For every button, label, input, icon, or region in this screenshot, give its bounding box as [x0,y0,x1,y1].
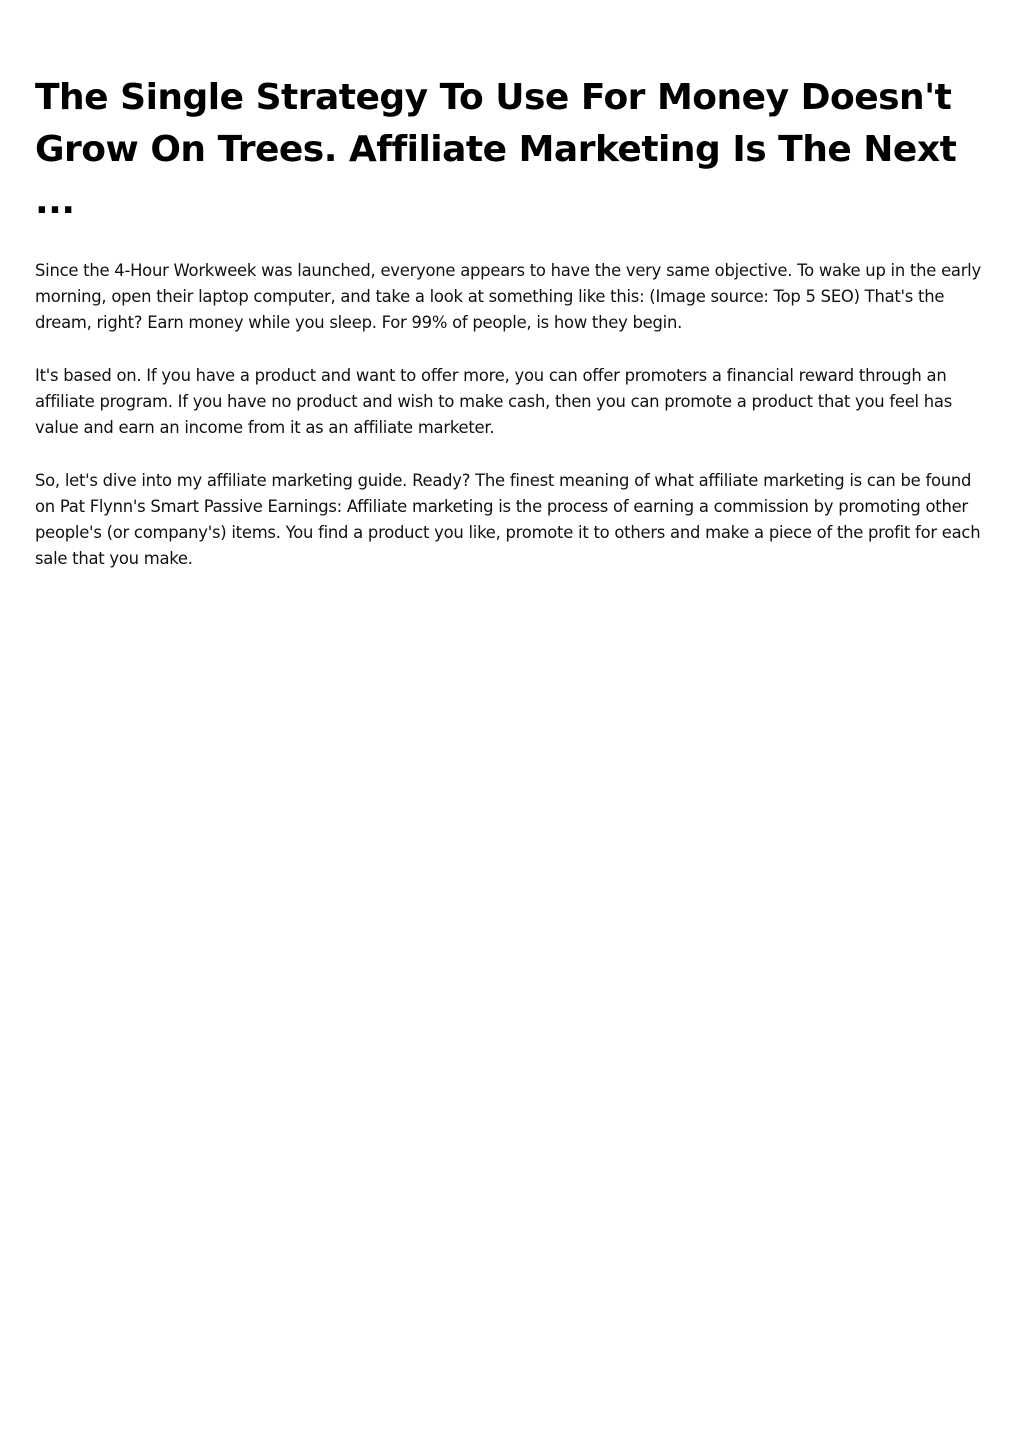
paragraph: It's based on. If you have a product and want to offer more, you can offer promoters a financial reward through an affiliate program. If you have no product and wish to make cash, then you can promote a product that you feel has value and earn an income from it as an affiliate marketer. [35,366,953,437]
paragraph: Since the 4-Hour Workweek was launched, everyone appears to have the very same objective. To wake up in the early morning, open their laptop computer, and take a look at something like this: (Image source: Top 5 SEO) That's the dream, right? Earn money while you sleep. For 99% of people, is how they begin. [35,261,981,332]
article-body [35,258,990,572]
document-page [35,72,990,599]
paragraph: So, let's dive into my affiliate marketing guide. Ready? The finest meaning of what affiliate marketing is can be found on Pat Flynn's Smart Passive Earnings: Affiliate marketing is the process of earning a commission by promoting other people's (or company's) items. You find a product you like, promote it to others and make a piece of the profit for each sale that you make. [35,471,981,568]
page-title: The Single Strategy To Use For Money Doesn't Grow On Trees. Affiliate Marketing Is The Next ... [35,77,957,222]
